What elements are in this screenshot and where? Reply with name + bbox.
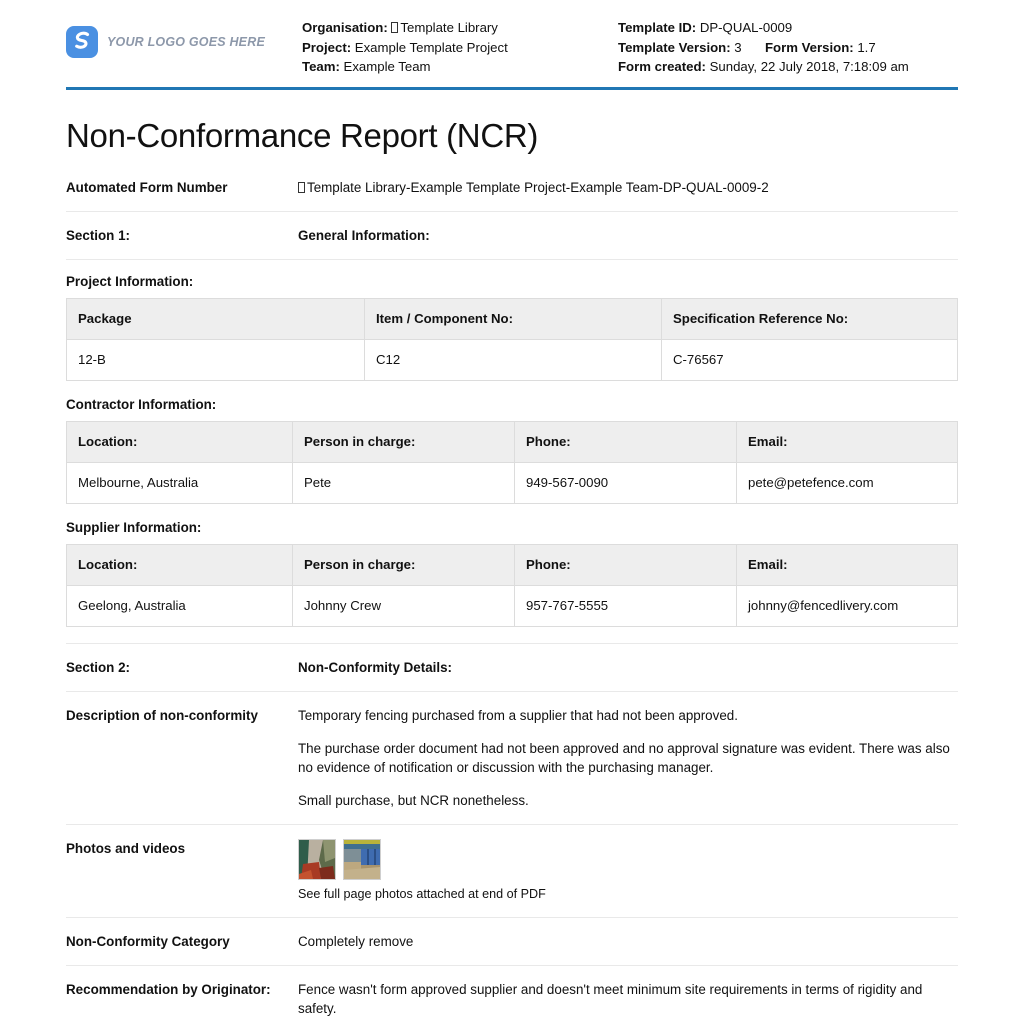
cell-email: pete@petefence.com [737, 462, 958, 503]
description-label: Description of non-conformity [66, 707, 258, 723]
cell-person-in-charge: Pete [293, 462, 515, 503]
project-information-table [66, 298, 958, 381]
automated-form-number-label: Automated Form Number [66, 179, 228, 195]
description-row [66, 691, 958, 824]
column-header-package: Package [67, 298, 365, 339]
section-1-row [66, 211, 958, 259]
cell-email: johnny@fencedlivery.com [737, 585, 958, 626]
meta-organisation-label: Organisation: [302, 20, 388, 35]
document-body [66, 156, 958, 1032]
missing-glyph-icon [391, 22, 398, 33]
logo-block [66, 18, 302, 58]
project-information-block [66, 259, 958, 381]
section-2-label: Section 2: [66, 659, 130, 675]
missing-glyph-icon [298, 182, 305, 193]
section-1-value: General Information: [298, 227, 430, 243]
logo-text: YOUR LOGO GOES HERE [107, 35, 265, 49]
meta-project [302, 38, 618, 58]
meta-form-version-value: 1.7 [857, 39, 876, 55]
meta-template-id-value: DP-QUAL-0009 [699, 20, 793, 35]
photos-caption: See full page photos attached at end of PDF [298, 886, 546, 901]
table-row [67, 462, 958, 503]
column-header-phone: Phone: [515, 421, 737, 462]
supplier-information-title: Supplier Information: [66, 519, 202, 535]
photos-label: Photos and videos [66, 840, 186, 856]
column-header-phone: Phone: [515, 544, 737, 585]
meta-team [302, 57, 618, 77]
category-label: Non-Conformity Category [66, 933, 230, 949]
photo-thumbnail-2[interactable] [343, 839, 381, 880]
description-paragraph-2: The purchase order document had not been approved and no approval signature was evident. There was also no evidence of notification or discussion with the purchasing manager. [298, 740, 950, 775]
table-header-row [67, 298, 958, 339]
column-header-email: Email: [737, 544, 958, 585]
recommendation-row [66, 965, 958, 1032]
meta-form-created-value: Sunday, 22 July 2018, 7:18:09 am [709, 59, 909, 74]
meta-team-label: Team: [302, 59, 340, 74]
table-row [67, 585, 958, 626]
photos-value [298, 839, 958, 903]
photos-row [66, 824, 958, 917]
automated-form-number-value [298, 178, 958, 197]
contractor-information-table [66, 421, 958, 504]
recommendation-label: Recommendation by Originator: [66, 981, 271, 997]
cell-package: 12-B [67, 339, 365, 380]
meta-template-id [618, 18, 958, 38]
project-information-title: Project Information: [66, 273, 194, 289]
column-header-person-in-charge: Person in charge: [293, 544, 515, 585]
meta-form-created-label: Form created: [618, 59, 706, 74]
meta-template-version-value: 3 [734, 39, 742, 55]
cell-location: Geelong, Australia [67, 585, 293, 626]
table-header-row [67, 544, 958, 585]
column-header-item-component-no: Item / Component No: [365, 298, 662, 339]
section-2-value: Non-Conformity Details: [298, 659, 452, 675]
header-org-meta [302, 18, 618, 77]
page-title: Non-Conformance Report (NCR) [66, 116, 539, 154]
automated-form-number-text: Template Library-Example Template Project-Example Team-DP-QUAL-0009-2 [307, 179, 769, 195]
description-paragraph-1: Temporary fencing purchased from a supplier that had not been approved. [298, 707, 738, 723]
recommendation-value: Fence wasn't form approved supplier and doesn't meet minimum site requirements in terms of rigidity and safety. [298, 981, 923, 1016]
logo-swirl-icon [66, 26, 98, 58]
meta-organisation [302, 18, 618, 38]
column-header-location: Location: [67, 544, 293, 585]
table-row [67, 339, 958, 380]
cell-location: Melbourne, Australia [67, 462, 293, 503]
description-value [298, 706, 958, 810]
contractor-information-block [66, 397, 958, 504]
cell-specification-reference-no: C-76567 [662, 339, 958, 380]
photo-thumbnail-1[interactable] [298, 839, 336, 880]
description-paragraph-3: Small purchase, but NCR nonetheless. [298, 792, 529, 808]
photo-strip [298, 839, 958, 880]
table-header-row [67, 421, 958, 462]
meta-form-version-label: Form Version: [764, 39, 854, 55]
supplier-information-block [66, 520, 958, 627]
category-row [66, 917, 958, 965]
column-header-person-in-charge: Person in charge: [293, 421, 515, 462]
automated-form-number-row [66, 156, 958, 211]
column-header-location: Location: [67, 421, 293, 462]
cell-person-in-charge: Johnny Crew [293, 585, 515, 626]
section-2-row [66, 643, 958, 691]
section-1-label: Section 1: [66, 227, 130, 243]
meta-template-id-label: Template ID: [618, 20, 697, 35]
cell-item-component-no: C12 [365, 339, 662, 380]
document-header [0, 0, 1024, 77]
category-value: Completely remove [298, 933, 414, 949]
meta-template-version-label: Template Version: [618, 39, 731, 55]
meta-project-label: Project: [302, 39, 352, 55]
header-template-meta [618, 18, 958, 77]
contractor-information-title: Contractor Information: [66, 396, 217, 412]
cell-phone: 957-767-5555 [515, 585, 737, 626]
header-divider [66, 87, 958, 90]
meta-versions [618, 38, 958, 58]
column-header-email: Email: [737, 421, 958, 462]
supplier-information-table [66, 544, 958, 627]
column-header-specification-reference-no: Specification Reference No: [662, 298, 958, 339]
meta-project-value: Example Template Project [354, 39, 508, 55]
meta-team-value: Example Team [343, 59, 431, 74]
meta-organisation-value: Template Library [400, 20, 498, 35]
cell-phone: 949-567-0090 [515, 462, 737, 503]
meta-form-created [618, 57, 958, 77]
